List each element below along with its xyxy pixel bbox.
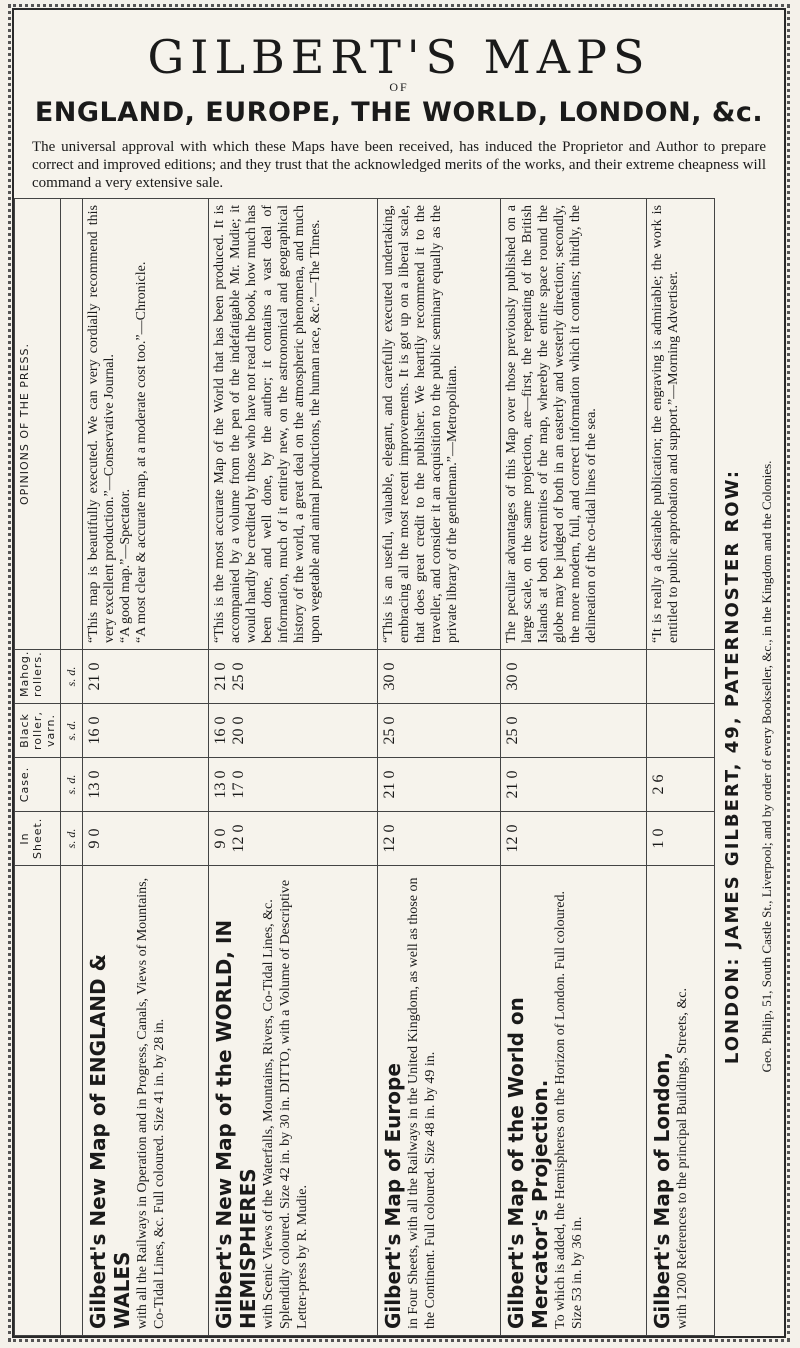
map-cell (646, 866, 714, 1336)
price-case: 21 0 (500, 758, 646, 812)
header-case: Case. (15, 758, 61, 812)
map-name: Gilbert's Map of Europe (380, 1063, 405, 1329)
press-quote: “It is really a desirable publication; the engraving is admirable; the work is entitled to public approbation and support.”—Morning Advertiser. (649, 205, 681, 643)
rotated-section (14, 198, 784, 1336)
map-cell (209, 866, 377, 1336)
price-black-roller (646, 704, 714, 758)
price-in-sheet: 12 0 (377, 812, 500, 866)
map-description: with Scenic Views of the Waterfalls, Mountains, Rivers, Co-Tidal Lines, &c. Splendidly coloured. Size 42 in. by 30 in. DITTO, with a Volume of Descriptive Letter-press by R. Mudie. (261, 879, 311, 1329)
table-header-row (15, 199, 61, 1336)
map-cell (377, 866, 500, 1336)
price-case: 21 0 (377, 758, 500, 812)
press-quote: “This is an useful, valuable, elegant, and carefully executed undertaking, embracing all the most recent improvements. It is got up on a liberal scale, that does great credit to the publisher. We heartily recommend it to the traveller, and consider it an acquisition to the public seminary equally as the private library of the gentleman.”—Metropolitan. (380, 205, 460, 643)
map-description: To which is added, the Hemispheres on the Horizon of London. Full coloured. Size 53 in. by 36 in. (552, 891, 585, 1329)
price-in-sheet: 9 0 (83, 812, 209, 866)
price-in-sheet: 1 0 (646, 812, 714, 866)
opinions-cell (646, 199, 714, 650)
units-label: s. d. (61, 704, 83, 758)
rotated-content (14, 198, 784, 1336)
intro-paragraph: The universal approval with which these Maps have been received, has induced the Proprietor and Author to prepare correct and improved editions; and they trust that the acknowledged merits of the works, and their extreme cheapness will command a very extensive sale. (32, 139, 766, 191)
units-label: s. d. (61, 650, 83, 704)
table-row (83, 199, 209, 1336)
main-title: GILBERT'S MAPS (147, 30, 651, 84)
map-cell (500, 866, 646, 1336)
header-mahogany: Mahog. rollers. (15, 650, 61, 704)
map-name: Gilbert's Map of London, (649, 1051, 674, 1329)
price-mahogany: 30 0 (500, 650, 646, 704)
price-mahogany: 30 0 (377, 650, 500, 704)
map-name: Gilbert's New Map of ENGLAND & WALES (86, 953, 134, 1329)
price-case: 13 0 (83, 758, 209, 812)
price-case: 2 6 (646, 758, 714, 812)
header-opinions: OPINIONS OF THE PRESS. (15, 199, 61, 650)
press-quote: The peculiar advantages of this Map over those previously published on a large scale, on the same projection, are—first, the repeating of the British Islands at both extremities of the map, whereby the entire space round the globe may be judged of both in an easterly and westerly direction; secondly, the more modern, full, and correct information which it contains; thirdly, the delineation of the co-tidal lines of the sea. (503, 205, 599, 643)
price-black-roller: 16 0 (83, 704, 209, 758)
table-row (500, 199, 646, 1336)
units-label: s. d. (61, 758, 83, 812)
press-quote: “A most clear & accurate map, at a moderate cost too.”—Chronicle. (134, 261, 149, 643)
price-mahogany: 21 0 25 0 (209, 650, 377, 704)
price-mahogany: 21 0 (83, 650, 209, 704)
press-quote: “A good map.”—Spectator. (118, 489, 133, 643)
price-in-sheet: 12 0 (500, 812, 646, 866)
price-black-roller: 16 0 20 0 (209, 704, 377, 758)
table-row (377, 199, 500, 1336)
map-name: Gilbert's New Map of the WORLD, IN HEMISPHERES (212, 919, 261, 1329)
price-case: 13 0 17 0 (209, 758, 377, 812)
table-row (209, 199, 377, 1336)
footer-row (714, 199, 784, 1336)
price-black-roller: 25 0 (500, 704, 646, 758)
units-row (61, 199, 83, 1336)
press-quote: “This is the most accurate Map of the World that has been produced. It is accompanied by a volume from the pen of the indefatigable Mr. Mudie; it would hardly be credited by those who have not read the book, how much has been done, and well done, by the author; it contains a vast deal of information, much of it entirely new, on the astronomical and geographical history of the world, a great deal on the atmospheric phenomena, and much upon vegetable and animal productions, the human race, &c.”—The Times. (212, 205, 324, 643)
of-label: OF (389, 80, 409, 94)
header-map (15, 866, 61, 1336)
header-in-sheet: In Sheet. (15, 812, 61, 866)
table-row (646, 199, 714, 1336)
press-quote: “This map is beautifully executed. We can very cordially recommend this very excellent production.”—Conservative Journal. (86, 205, 117, 643)
distributor-line: Geo. Philip, 51, South Castle St., Liverpool; and by order of every Bookseller, &c., in the Kingdom and the Colonies. (758, 460, 774, 1073)
price-in-sheet: 9 0 12 0 (209, 812, 377, 866)
map-description: with all the Railways in Operation and in Progress, Canals, Views of Mountains, Co-Tidal Lines, &c. Full coloured. Size 41 in. by 28 in. (135, 877, 167, 1329)
price-mahogany (646, 650, 714, 704)
opinions-cell (500, 199, 646, 650)
price-table (14, 198, 784, 1336)
opinions-cell (83, 199, 209, 650)
header-black-roller: Black roller, varn. (15, 704, 61, 758)
price-black-roller: 25 0 (377, 704, 500, 758)
opinions-cell (377, 199, 500, 650)
header (14, 10, 784, 190)
map-description: with 1200 References to the principal Buildings, Streets, &c. (674, 988, 690, 1329)
map-description: in Four Sheets, with all the Railways in the United Kingdom, as well as those on the Continent. Full coloured. Size 48 in. by 49 in. (405, 877, 438, 1329)
units-label: s. d. (61, 812, 83, 866)
map-name: Gilbert's Map of the World on Mercator's Projection. (503, 997, 552, 1329)
opinions-cell (209, 199, 377, 650)
advertisement-sheet (12, 8, 786, 1338)
subtitle: ENGLAND, EUROPE, THE WORLD, LONDON, &c. (34, 97, 764, 128)
publisher-line: LONDON: JAMES GILBERT, 49, PATERNOSTER ROW: (721, 468, 743, 1065)
map-cell (83, 866, 209, 1336)
